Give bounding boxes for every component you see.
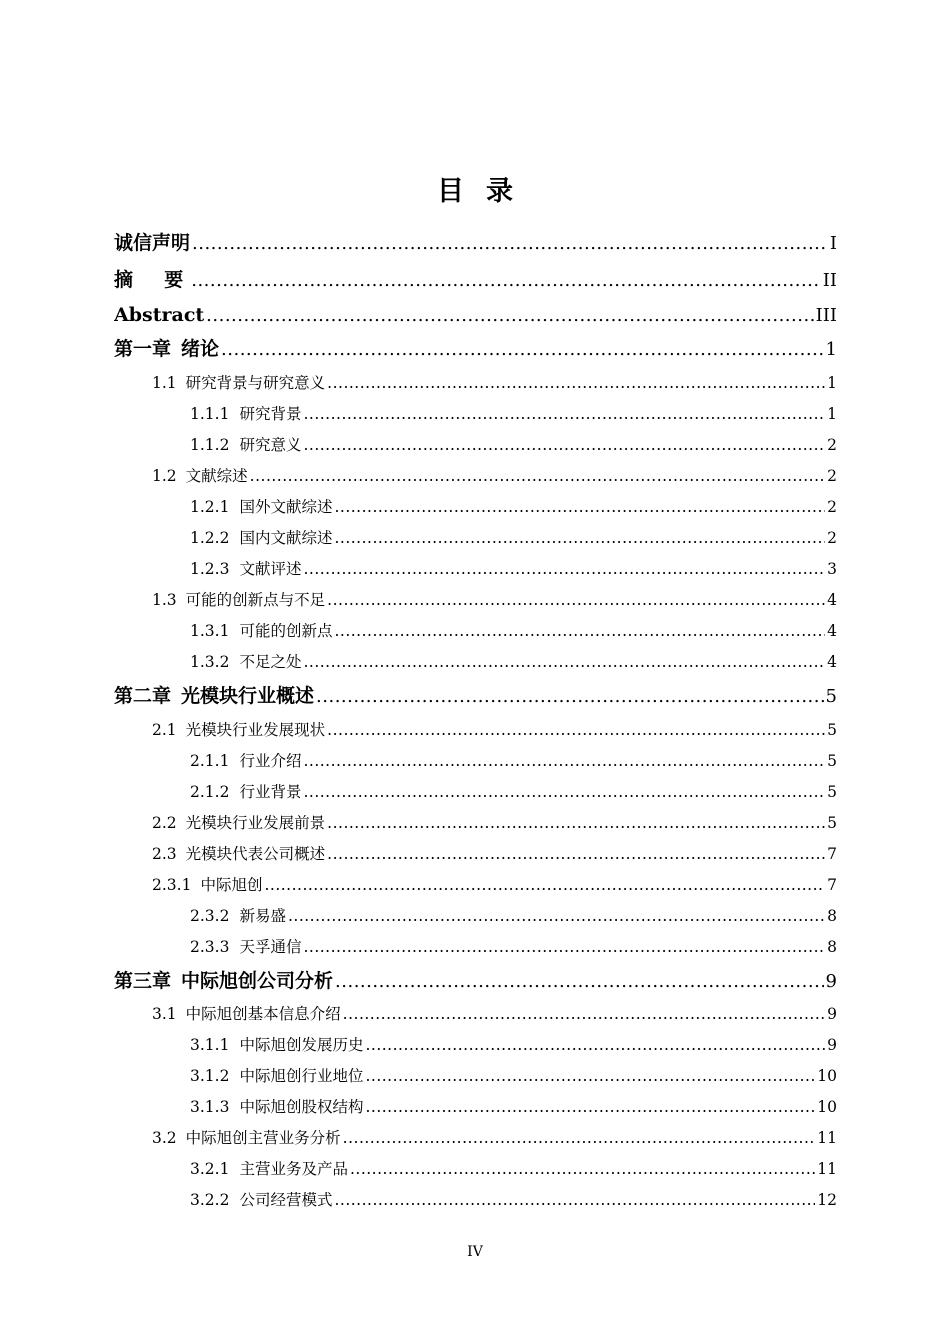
toc-entry[interactable] [190, 1061, 837, 1091]
toc-entry-label: 中际旭创发展历史 [239, 1036, 364, 1054]
toc-entry-number: 2.3.1 [152, 876, 192, 894]
toc-dot-leader [250, 461, 825, 491]
toc-entry-number: 3.1.3 [190, 1098, 230, 1116]
toc-entry-page: 1 [827, 405, 837, 423]
toc-entry-label: 中际旭创主营业务分析 [185, 1129, 341, 1147]
toc-entry-number: 第二章 [114, 685, 172, 707]
toc-entry-page: 5 [827, 721, 837, 739]
toc-dot-leader [303, 430, 825, 460]
toc-entry-number: 2.1.1 [190, 752, 230, 770]
toc-entry[interactable] [152, 1123, 837, 1153]
toc-entry-label: 文献评述 [239, 560, 302, 578]
toc-dot-leader [334, 1185, 815, 1215]
toc-entry-number: 1.2.1 [190, 498, 230, 516]
toc-entry-label: 中际旭创 [200, 876, 263, 894]
toc-dot-leader [350, 1154, 815, 1184]
toc-dot-leader [206, 299, 813, 332]
toc-dot-leader [192, 227, 828, 260]
toc-entry[interactable] [152, 999, 837, 1029]
toc-entry-label: 光模块行业发展现状 [185, 721, 326, 739]
toc-entry-page: 5 [827, 752, 837, 770]
toc-entry-page: 7 [827, 845, 837, 863]
toc-entry-page: 1 [827, 374, 837, 392]
toc-entry[interactable] [190, 1185, 837, 1215]
toc-dot-leader [303, 399, 825, 429]
toc-entry-label: 光模块行业发展前景 [185, 814, 326, 832]
toc-entry-number: 2.1 [152, 721, 177, 739]
toc-entry-label: 行业背景 [239, 783, 302, 801]
toc-entry-page: 9 [827, 1005, 837, 1023]
toc-entry-number: 2.1.2 [190, 783, 230, 801]
toc-entry-label: 绪论 [181, 338, 220, 360]
toc-dot-leader [303, 554, 825, 584]
toc-entry[interactable] [152, 585, 837, 615]
toc-entry-label: 研究背景与研究意义 [185, 374, 326, 392]
toc-entry[interactable] [190, 746, 837, 776]
toc-dot-leader [365, 1092, 815, 1122]
toc-entry-label: 天孚通信 [239, 938, 302, 956]
toc-dot-leader [303, 647, 825, 677]
toc-entry[interactable] [190, 777, 837, 807]
toc-entry-page: I [829, 233, 837, 254]
toc-entry[interactable] [152, 808, 837, 838]
toc-entry-page: 12 [817, 1191, 837, 1209]
toc-entry-number: 1.3.1 [190, 622, 230, 640]
toc-entry[interactable] [114, 263, 837, 297]
toc-entry-number: 3.1.2 [190, 1067, 230, 1085]
toc-entry-page: 8 [827, 938, 837, 956]
toc-entry-page: 11 [817, 1160, 837, 1178]
toc-dot-leader [221, 333, 824, 366]
toc-entry[interactable] [114, 298, 837, 332]
footer-page-number: IV [467, 1244, 483, 1260]
toc-dot-leader [327, 715, 825, 745]
toc-entry[interactable] [190, 430, 837, 460]
toc-dot-leader [334, 523, 825, 553]
toc-entry[interactable] [152, 839, 837, 869]
toc-dot-leader [334, 616, 825, 646]
toc-entry-page: 7 [827, 876, 837, 894]
toc-entry[interactable] [190, 399, 837, 429]
toc-entry-number: 3.1.1 [190, 1036, 230, 1054]
toc-entry-number: 3.2.1 [190, 1160, 230, 1178]
toc-title-left: 目 [437, 176, 464, 207]
toc-entry[interactable] [152, 715, 837, 745]
toc-entry-number: 1.1 [152, 374, 177, 392]
toc-dot-leader [365, 1030, 825, 1060]
toc-entry-number: 2.3.2 [190, 907, 230, 925]
toc-entry[interactable] [190, 616, 837, 646]
toc-entry-number: 2.3.3 [190, 938, 230, 956]
toc-entry-number: 2.2 [152, 814, 177, 832]
toc-entry-number: 2.3 [152, 845, 177, 863]
toc-entry-label: 中际旭创基本信息介绍 [185, 1005, 341, 1023]
toc-entry[interactable] [190, 1092, 837, 1122]
toc-entry-page: 11 [817, 1129, 837, 1147]
toc-entry-label: 主营业务及产品 [239, 1160, 348, 1178]
toc-entry-page: 9 [825, 971, 837, 992]
toc-entry-label: 不足之处 [239, 653, 302, 671]
toc-entry-number: 1.3 [152, 591, 177, 609]
toc-entry[interactable] [152, 461, 837, 491]
toc-entry[interactable] [190, 1154, 837, 1184]
toc-entry[interactable] [114, 964, 837, 998]
toc-entry-page: 9 [827, 1036, 837, 1054]
toc-entry[interactable] [190, 932, 837, 962]
toc-entry-label: 研究意义 [239, 436, 302, 454]
toc-entry-page: 2 [827, 529, 837, 547]
toc-dot-leader [316, 680, 824, 713]
toc-entry-number: 第一章 [114, 338, 172, 360]
toc-entry-page: 10 [817, 1067, 837, 1085]
toc-dot-leader [343, 1123, 816, 1153]
toc-entry-page: 4 [827, 591, 837, 609]
toc-entry-page: 4 [827, 653, 837, 671]
toc-entry-label: 中际旭创股权结构 [239, 1098, 364, 1116]
toc-entry[interactable] [190, 1030, 837, 1060]
toc-entry-label: Abstract [114, 304, 205, 326]
toc-entry-number: 1.2.3 [190, 560, 230, 578]
toc-entry-label: 光模块行业概述 [181, 685, 315, 707]
toc-entry-label: 摘 要 [114, 269, 190, 291]
toc-entry-number: 1.2.2 [190, 529, 230, 547]
toc-entry-page: 5 [827, 814, 837, 832]
toc-entry-label: 诚信声明 [114, 232, 191, 254]
toc-entry-page: 2 [827, 498, 837, 516]
toc-entry-number: 1.1.2 [190, 436, 230, 454]
toc-entry-page: 3 [827, 560, 837, 578]
toc-entry[interactable] [152, 368, 837, 398]
toc-entry-number: 第三章 [114, 970, 172, 992]
toc-entry-page: 5 [825, 686, 837, 707]
toc-entry[interactable] [114, 332, 837, 366]
toc-entry-page: 10 [817, 1098, 837, 1116]
toc-entry-number: 3.2 [152, 1129, 177, 1147]
toc-entry-label: 光模块代表公司概述 [185, 845, 326, 863]
toc-entry-page: 1 [825, 339, 837, 360]
toc-dot-leader [191, 264, 821, 297]
toc-entry[interactable] [114, 226, 837, 260]
toc-dot-leader [288, 901, 825, 931]
toc-entry[interactable] [152, 870, 837, 900]
toc-entry-number: 3.1 [152, 1005, 177, 1023]
toc-dot-leader [327, 808, 825, 838]
toc-dot-leader [327, 585, 825, 615]
toc-entry-page: 8 [827, 907, 837, 925]
toc-entry-page: II [822, 270, 837, 291]
toc-entry-label: 研究背景 [239, 405, 302, 423]
toc-dot-leader [327, 368, 825, 398]
toc-dot-leader [334, 492, 825, 522]
toc-dot-leader [343, 999, 825, 1029]
toc-dot-leader [303, 777, 825, 807]
toc-entry-page: 2 [827, 467, 837, 485]
toc-dot-leader [365, 1061, 815, 1091]
toc-entry[interactable] [190, 523, 837, 553]
toc-entry-page: 4 [827, 622, 837, 640]
toc-entry-label: 中际旭创行业地位 [239, 1067, 364, 1085]
toc-entry-label: 可能的创新点 [239, 622, 333, 640]
toc-title-right: 录 [486, 176, 513, 207]
toc-entry-label: 中际旭创公司分析 [181, 970, 334, 992]
toc-dot-leader [303, 746, 825, 776]
toc-entry-number: 1.3.2 [190, 653, 230, 671]
toc-entry-number: 1.2 [152, 467, 177, 485]
toc-entry[interactable] [190, 554, 837, 584]
toc-entry-page: 5 [827, 783, 837, 801]
toc-entry[interactable] [190, 901, 837, 931]
toc-dot-leader [327, 839, 825, 869]
toc-entry[interactable] [190, 492, 837, 522]
toc-entry-label: 国内文献综述 [239, 529, 333, 547]
toc-entry-label: 新易盛 [239, 907, 286, 925]
toc-dot-leader [335, 965, 824, 998]
toc-entry-number: 3.2.2 [190, 1191, 230, 1209]
toc-entry-page: 2 [827, 436, 837, 454]
toc-dot-leader [303, 932, 825, 962]
toc-entry-label: 国外文献综述 [239, 498, 333, 516]
toc-entry-label: 可能的创新点与不足 [185, 591, 326, 609]
toc-entry-label: 行业介绍 [239, 752, 302, 770]
toc-entry-page: III [815, 305, 837, 326]
toc-entry-number: 1.1.1 [190, 405, 230, 423]
toc-entry-label: 文献综述 [185, 467, 248, 485]
toc-dot-leader [264, 870, 825, 900]
toc-entry[interactable] [190, 647, 837, 677]
toc-entry-label: 公司经营模式 [239, 1191, 333, 1209]
toc-entry[interactable] [114, 679, 837, 713]
